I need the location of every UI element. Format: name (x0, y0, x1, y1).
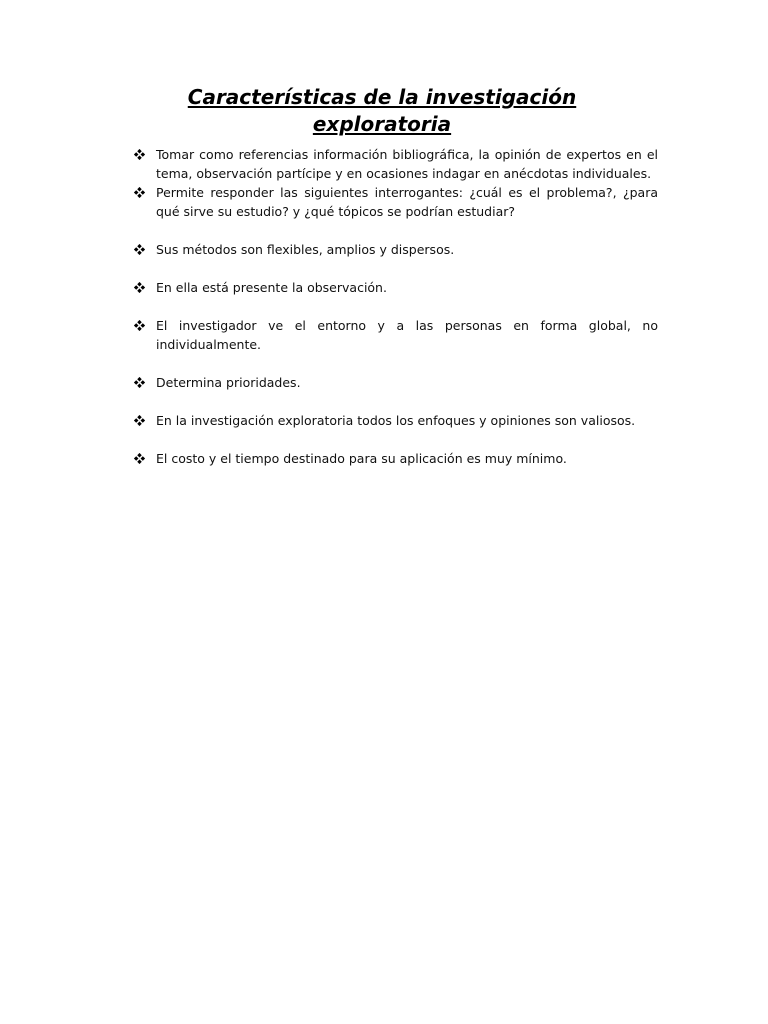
list-item-text: En la investigación exploratoria todos los enfoques y opiniones son valiosos. (156, 413, 636, 428)
list-item (132, 145, 658, 183)
characteristics-list (132, 145, 658, 487)
diamond-bullet-icon (134, 320, 145, 331)
list-item-text: Sus métodos son flexibles, amplios y dispersos. (156, 242, 455, 257)
diamond-bullet-icon (134, 377, 145, 388)
diamond-bullet-icon (134, 149, 145, 160)
list-item-text: El costo y el tiempo destinado para su aplicación es muy mínimo. (156, 451, 567, 466)
diamond-bullet-icon (134, 187, 145, 198)
list-item-text: Tomar como referencias información bibliográfica, la opinión de expertos en el tema, observación partícipe y en ocasiones indagar en anécdotas individuales. (156, 147, 658, 181)
diamond-bullet-icon (134, 415, 145, 426)
list-item-text: Determina prioridades. (156, 375, 301, 390)
list-item (132, 411, 658, 430)
title-line-1: Características de la investigación (187, 85, 577, 109)
list-item (132, 373, 658, 392)
list-item-text: Permite responder las siguientes interrogantes: ¿cuál es el problema?, ¿para qué sirve su estudio? y ¿qué tópicos se podrían estudiar? (156, 185, 658, 219)
diamond-bullet-icon (134, 453, 145, 464)
diamond-bullet-icon (134, 244, 145, 255)
title-line-2: exploratoria (312, 112, 452, 136)
list-item-text: En ella está presente la observación. (156, 280, 387, 295)
list-item (132, 316, 658, 354)
list-item (132, 240, 658, 259)
document-title (150, 84, 614, 138)
list-item (132, 183, 658, 221)
list-item (132, 449, 658, 468)
diamond-bullet-icon (134, 282, 145, 293)
list-item (132, 278, 658, 297)
list-item-text: El investigador ve el entorno y a las personas en forma global, no individualmente. (156, 318, 658, 352)
